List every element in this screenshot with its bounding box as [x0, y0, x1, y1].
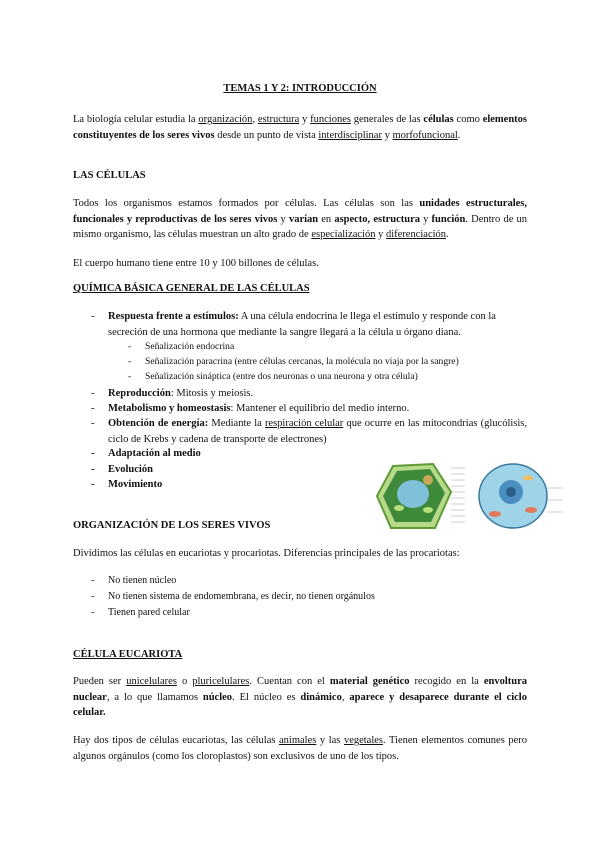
plant-cell-image — [377, 464, 451, 528]
section-heading-eucariota: CÉLULA EUCARIOTA — [73, 649, 183, 660]
term-estructura: estructura — [257, 114, 300, 125]
term-morfofuncional: morfofuncional — [392, 129, 458, 141]
eucariota-paragraph: Pueden ser unicelulares o pluricelulares. Cuentan con el material genético recogido en la envoltura nuclear, a lo que llamamos núcleo. El núcleo es dinámico, aparece y desaparece durante el ciclo celular. — [73, 676, 528, 718]
sub-item-endocrina: - Señalización endocrina — [128, 341, 235, 352]
list-item-movimiento: - Movimiento — [91, 479, 163, 490]
eucariota-types-paragraph: Hay dos tipos de células eucariotas, las células animales y las vegetales. Tienen elementos comunes pero algunos orgánulos (como los cloroplastos) son exclusivos de uno de los tipos. — [73, 735, 527, 762]
list-item-metabolismo: - Metabolismo y homeostasis: Mantener el equilibrio del medio interno. — [91, 403, 410, 414]
section-heading-celulas: LAS CÉLULAS — [73, 170, 146, 181]
animal-cell-labels — [547, 488, 563, 512]
list-item-no-endomembrana: - No tienen sistema de endomembrana, es decir, no tienen orgánulos — [91, 591, 375, 602]
list-item-reproduccion: - Reproducción: Mitosis y meiosis. — [91, 388, 254, 399]
list-item-evolucion: - Evolución — [91, 464, 153, 475]
organizacion-paragraph: Dividimos las células en eucariotas y procariotas. Diferencias principales de las procariotas: — [73, 548, 460, 559]
plant-cell-labels — [451, 468, 465, 522]
section-heading-organizacion: ORGANIZACIÓN DE LOS SERES VIVOS — [73, 520, 271, 531]
term-organizacion: organización — [198, 114, 253, 125]
term-interdisciplinar: interdisciplinar — [318, 129, 382, 141]
list-item-no-nucleo: - No tienen núcleo — [91, 575, 177, 586]
section-heading-quimica: QUÍMICA BÁSICA GENERAL DE LAS CÉLULAS — [73, 283, 310, 294]
celulas-paragraph: Todos los organismos estamos formados por células. Las células son las unidades estructurales, funcionales y reproductivas de los seres vivos y varían en aspecto, estructura y función. Dentro de un mismo organismo, las células muestran un alto grado de especialización y diferenciación. — [73, 198, 528, 240]
cells-illustration — [373, 462, 573, 532]
sub-item-paracrina: - Señalización paracrina (entre células cercanas, la molécula no viaja por la sangre) — [128, 356, 459, 367]
list-item-energia: - Obtención de energía: Mediante la respiración celular que ocurre en las mitocondrias (glucólisis, ciclo de Krebs y cadena de transporte de electrones) — [91, 418, 528, 445]
sub-item-sinaptica: - Señalización sináptica (entre dos neuronas o una neurona y otra célula) — [128, 371, 418, 382]
list-item-respuesta: - Respuesta frente a estímulos: A una célula endocrina le llega el estímulo y responde con la secreción de una hormona que mediante la sangre llegará a la célula u órgano diana. — [91, 311, 496, 338]
animal-cell-image — [479, 464, 547, 528]
list-item-pared-celular: - Tienen pared celular — [91, 607, 190, 618]
celulas-count-paragraph: El cuerpo humano tiene entre 10 y 100 billones de células. — [73, 258, 319, 269]
page-title: TEMAS 1 Y 2: INTRODUCCIÓN — [223, 83, 377, 94]
list-item-adaptacion: - Adaptación al medio — [91, 448, 201, 459]
intro-paragraph: La biología celular estudia la organización, estructura y funciones generales de las células como elementos constituyentes de los seres vivos desde un punto de vista interdisciplinar y morfofuncional. — [73, 114, 528, 141]
term-funciones: funciones — [310, 114, 351, 125]
